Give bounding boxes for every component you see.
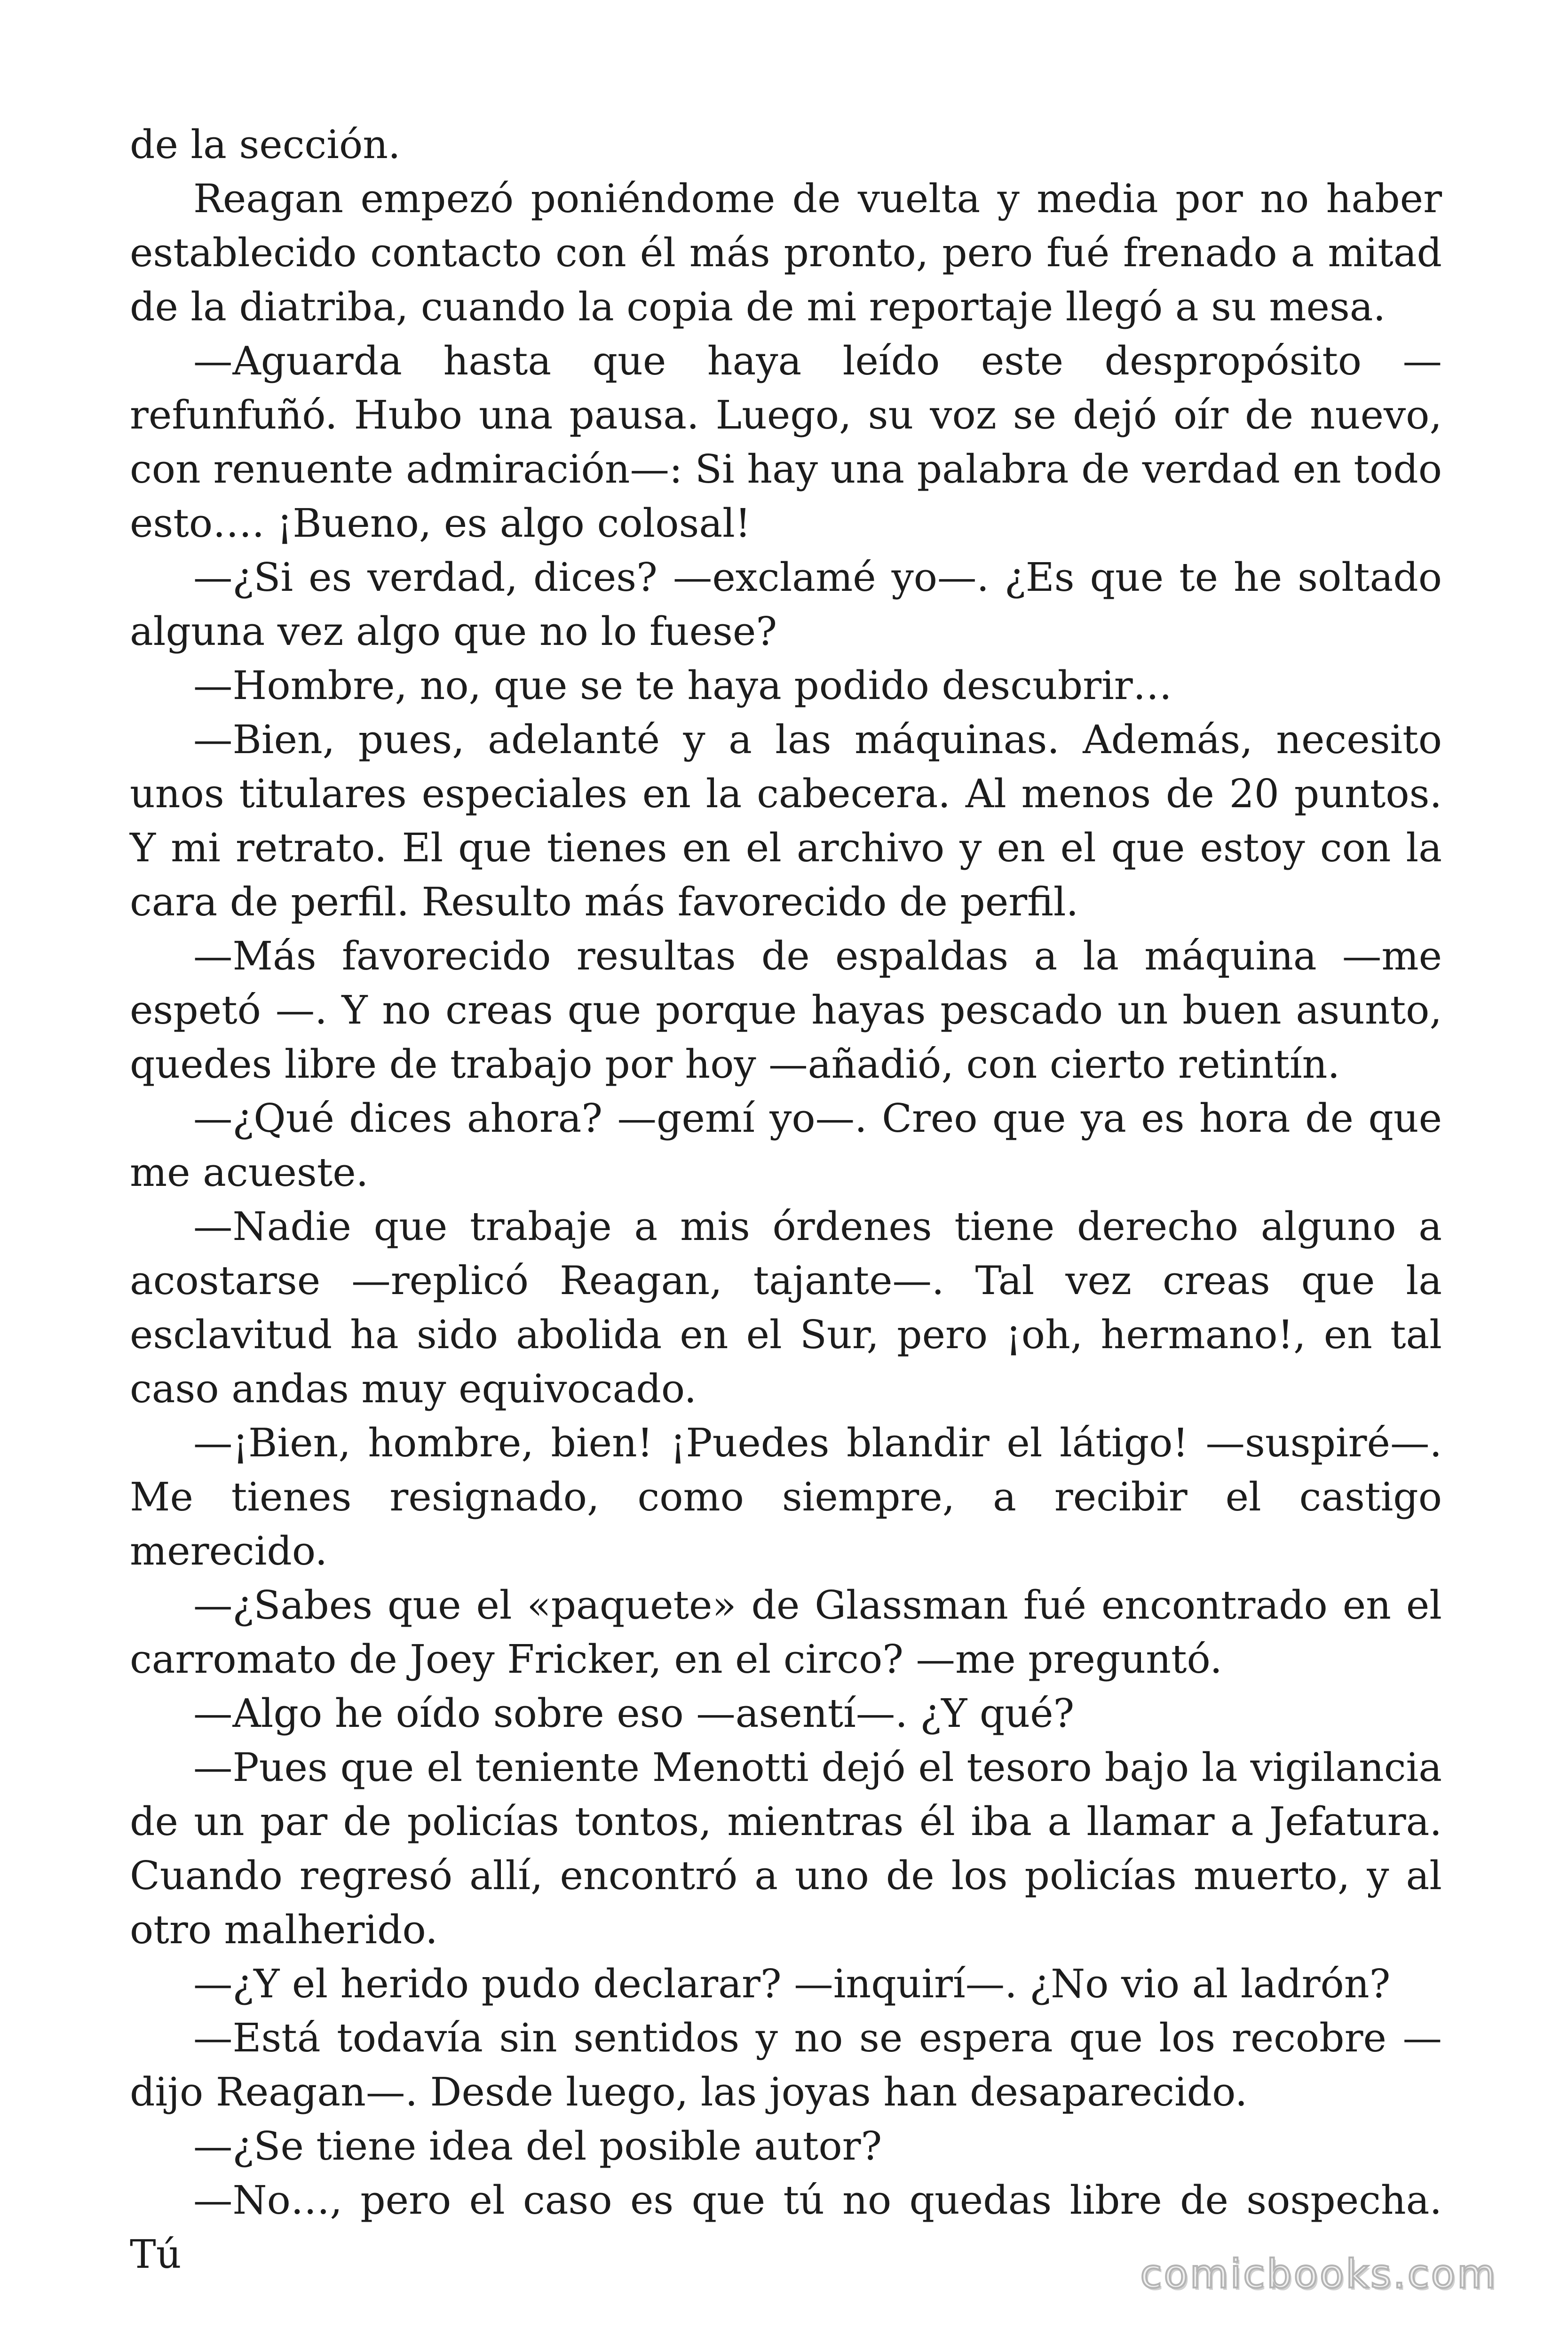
paragraph-17: —No…, pero el caso es que tú no quedas libre de sospecha. Tú — [130, 2177, 1442, 2277]
paragraph-7: —Más favorecido resultas de espaldas a la máquina —me espetó —. Y no creas que porque hayas pescado un buen asunto, quedes libre de trabajo por hoy —añadió, con cierto retintín. — [130, 933, 1442, 1087]
page-body — [130, 118, 1442, 2281]
paragraph-5: —Hombre, no, que se te haya podido descubrir… — [193, 662, 1172, 708]
paragraph-1: de la sección. — [130, 121, 401, 167]
paragraph-13: —Pues que el teniente Menotti dejó el tesoro bajo la vigilancia de un par de policías tontos, mientras él iba a llamar a Jefatura. Cuando regresó allí, encontró a uno de los policías muerto, y al otro malherido. — [130, 1744, 1442, 1953]
paragraph-10: —¡Bien, hombre, bien! ¡Puedes blandir el látigo! —suspiré—. Me tienes resignado, como siempre, a recibir el castigo merecido. — [130, 1420, 1442, 1574]
paragraph-3: —Aguarda hasta que haya leído este despropósito —refunfuñó. Hubo una pausa. Luego, su voz se dejó oír de nuevo, con renuente admiración—: Si hay una palabra de verdad en todo esto…. ¡Bueno, es algo colosal! — [130, 338, 1442, 546]
paragraph-15: —Está todavía sin sentidos y no se espera que los recobre —dijo Reagan—. Desde luego, las joyas han desaparecido. — [130, 2015, 1442, 2115]
paragraph-2: Reagan empezó poniéndome de vuelta y media por no haber establecido contacto con él más pronto, pero fué frenado a mitad de la diatriba, cuando la copia de mi reportaje llegó a su mesa. — [130, 175, 1442, 330]
paragraph-16: —¿Se tiene idea del posible autor? — [193, 2123, 882, 2169]
paragraph-9: —Nadie que trabaje a mis órdenes tiene derecho alguno a acostarse —replicó Reagan, tajante—. Tal vez creas que la esclavitud ha sido abolida en el Sur, pero ¡oh, hermano!, en tal caso andas muy equivocado. — [130, 1203, 1442, 1412]
paragraph-8: —¿Qué dices ahora? —gemí yo—. Creo que ya es hora de que me acueste. — [130, 1095, 1442, 1195]
site-watermark: comicbooks.com — [1140, 2251, 1497, 2297]
paragraph-4: —¿Si es verdad, dices? —exclamé yo—. ¿Es que te he soltado alguna vez algo que no lo fuese? — [130, 554, 1442, 654]
paragraph-12: —Algo he oído sobre eso —asentí—. ¿Y qué? — [193, 1690, 1075, 1736]
paragraph-11: —¿Sabes que el «paquete» de Glassman fué encontrado en el carromato de Joey Fricker, en el circo? —me preguntó. — [130, 1582, 1442, 1682]
paragraph-14: —¿Y el herido pudo declarar? —inquirí—. ¿No vio al ladrón? — [193, 1961, 1391, 2007]
paragraph-6: —Bien, pues, adelanté y a las máquinas. Además, necesito unos titulares especiales en la cabecera. Al menos de 20 puntos. Y mi retrato. El que tienes en el archivo y en el que estoy con la cara de perfil. Resulto más favorecido de perfil. — [130, 716, 1442, 925]
